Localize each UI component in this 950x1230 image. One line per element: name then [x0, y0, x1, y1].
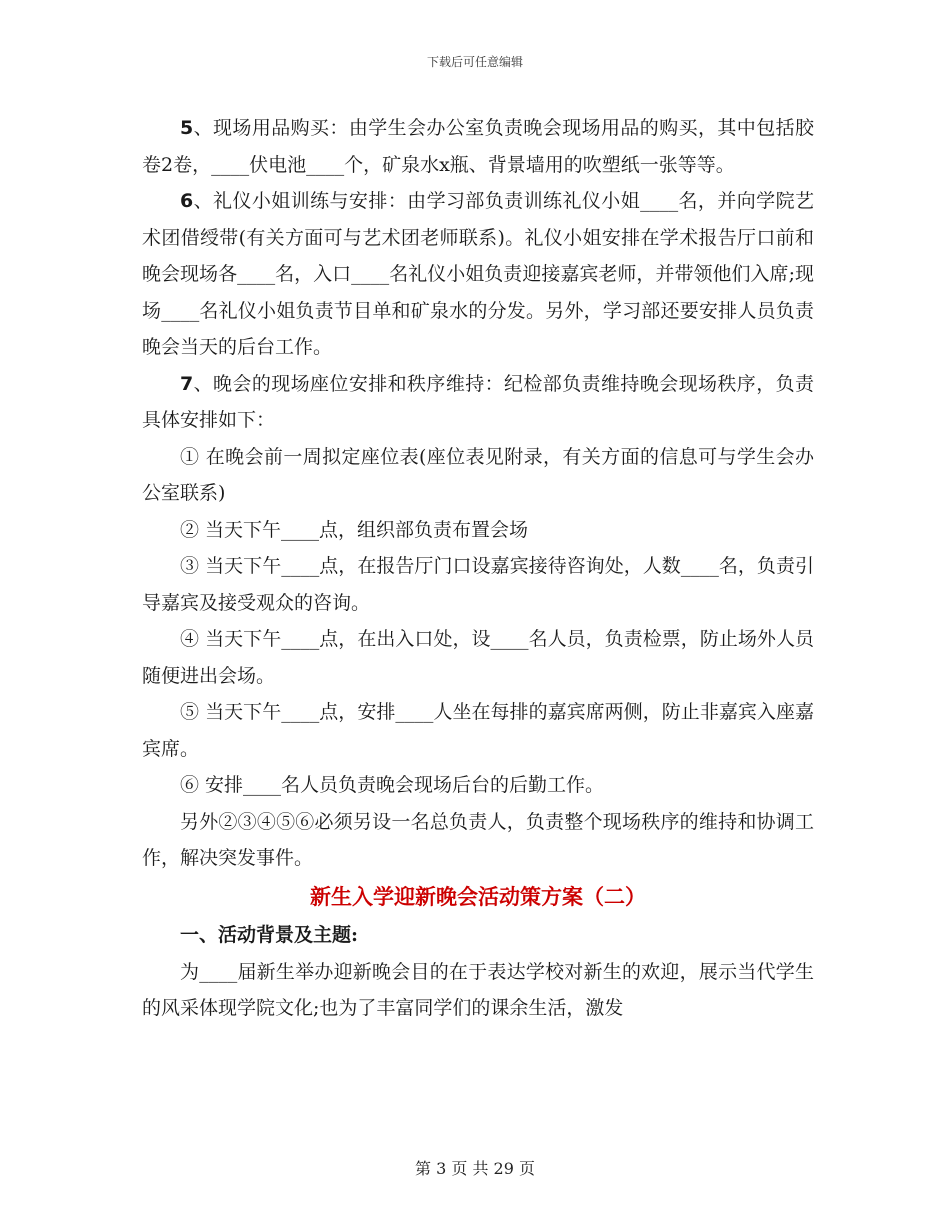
paragraph-number: 7 [180, 372, 194, 395]
paragraph-number: 5 [180, 117, 194, 139]
list-item-2: ② 当天下午____点，组织部负责布置会场 [180, 518, 529, 541]
paragraph-number: 6 [180, 190, 194, 212]
document-body [142, 110, 814, 1027]
paragraph-text: 、礼仪小姐训练与安排：由学习部负责训练礼仪小姐____名，并向学院艺术团借绶带(有关方面可与艺术团老师联系)。礼仪小姐安排在学术报告厅口前和晚会现场各____名，入口____名礼仪小姐负责迎接嘉宾老师，并带领他们入席;现场____名礼仪小姐负责节目单和矿泉水的分发。另外，学习部还要安排人员负责晚会当天的后台工作。 [142, 190, 814, 358]
paragraph-6 [142, 183, 814, 366]
list-item-5: ⑤ 当天下午____点，安排____人坐在每排的嘉宾席两侧，防止非嘉宾入座嘉宾席。 [142, 701, 814, 760]
section-title: 新生入学迎新晚会活动策方案（二） [310, 883, 646, 909]
section-body: 为____届新生举办迎新晚会目的在于表达学校对新生的欢迎，展示当代学生的风采体现学院文化;也为了丰富同学们的课余生活，激发 [142, 960, 814, 1019]
paragraph-text: 、晚会的现场座位安排和秩序维持：纪检部负责维持晚会现场秩序，负责具体安排如下： [142, 372, 814, 431]
extra-paragraph: 另外②③④⑤⑥必须另设一名总负责人，负责整个现场秩序的维持和协调工作，解决突发事件。 [142, 810, 814, 869]
header-note: 下载后可任意编辑 [426, 55, 523, 69]
list-item-6: ⑥ 安排____名人员负责晚会现场后台的后勤工作。 [180, 774, 605, 796]
paragraph-5 [142, 110, 814, 183]
paragraph-7 [142, 366, 814, 439]
list-item-4: ④ 当天下午____点，在出入口处，设____名人员，负责检票，防止场外人员随便进出会场。 [142, 628, 814, 687]
paragraph-text: 、现场用品购买：由学生会办公室负责晚会现场用品的购买，其中包括胶卷2卷，____伏电池____个，矿泉水x瓶、背景墙用的吹塑纸一张等等。 [142, 117, 814, 176]
list-item-1: ① 在晚会前一周拟定座位表(座位表见附录，有关方面的信息可与学生会办公室联系) [142, 445, 814, 504]
section-heading: 一、活动背景及主题: [180, 924, 359, 946]
list-item-3: ③ 当天下午____点，在报告厅门口设嘉宾接待咨询处，人数____名，负责引导嘉宾及接受观众的咨询。 [142, 555, 814, 614]
page-footer: 第 3 页 共 29 页 [415, 1159, 535, 1178]
